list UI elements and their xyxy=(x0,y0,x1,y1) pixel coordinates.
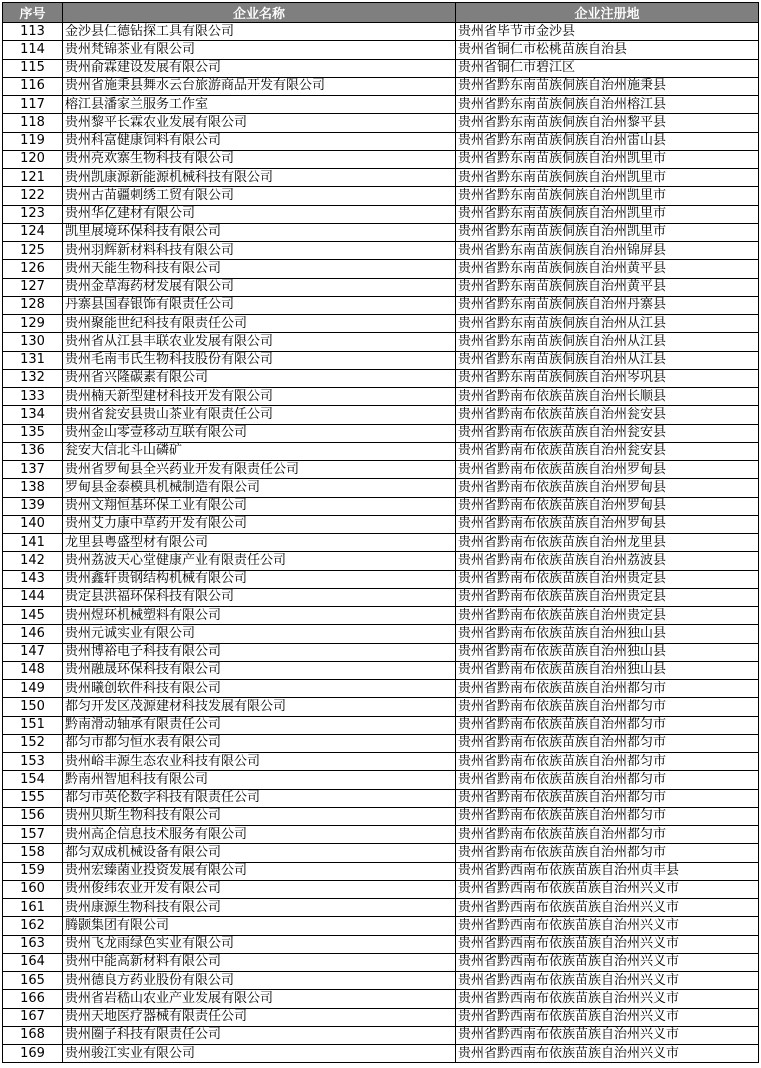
row-index: 148 xyxy=(3,661,63,679)
table-row xyxy=(3,315,759,333)
registered-location: 贵州省黔南布依族苗族自治州都匀市 xyxy=(456,680,759,698)
company-name: 贵州金山零壹移动互联有限公司 xyxy=(63,424,456,442)
company-name: 贵州省岩嵇山农业产业发展有限公司 xyxy=(63,990,456,1008)
table-row xyxy=(3,96,759,114)
registered-location: 贵州省黔南布依族苗族自治州都匀市 xyxy=(456,771,759,789)
row-index: 119 xyxy=(3,132,63,150)
company-name: 贵州骏江实业有限公司 xyxy=(63,1045,456,1063)
company-name: 瓮安大信北斗山磷矿 xyxy=(63,442,456,460)
row-index: 167 xyxy=(3,1008,63,1026)
table-row xyxy=(3,534,759,552)
table-row xyxy=(3,972,759,990)
table-row xyxy=(3,953,759,971)
table-row xyxy=(3,771,759,789)
row-index: 135 xyxy=(3,424,63,442)
registered-location: 贵州省黔西南布依族苗族自治州兴义市 xyxy=(456,953,759,971)
registered-location: 贵州省黔西南布依族苗族自治州兴义市 xyxy=(456,935,759,953)
table-row xyxy=(3,753,759,771)
registered-location: 贵州省黔西南布依族苗族自治州兴义市 xyxy=(456,880,759,898)
registered-location: 贵州省黔东南苗族侗族自治州黄平县 xyxy=(456,260,759,278)
row-index: 164 xyxy=(3,953,63,971)
table-row xyxy=(3,406,759,424)
registered-location: 贵州省铜仁市碧江区 xyxy=(456,59,759,77)
company-name: 贵州峪丰源生态农业科技有限公司 xyxy=(63,753,456,771)
row-index: 144 xyxy=(3,588,63,606)
company-name: 贵州省施秉县舞水云台旅游商品开发有限公司 xyxy=(63,77,456,95)
company-name: 贵州天地医疗器械有限责任公司 xyxy=(63,1008,456,1026)
registered-location: 贵州省黔南布依族苗族自治州贵定县 xyxy=(456,607,759,625)
registered-location: 贵州省黔南布依族苗族自治州都匀市 xyxy=(456,734,759,752)
company-name: 贵州文翔恒基环保工业有限公司 xyxy=(63,497,456,515)
company-name: 贵州贝斯生物科技有限公司 xyxy=(63,807,456,825)
registered-location: 贵州省黔东南苗族侗族自治州凯里市 xyxy=(456,223,759,241)
table-row xyxy=(3,369,759,387)
row-index: 150 xyxy=(3,698,63,716)
row-index: 139 xyxy=(3,497,63,515)
registered-location: 贵州省黔东南苗族侗族自治州从江县 xyxy=(456,351,759,369)
company-name: 贵州古苗疆刺绣工贸有限公司 xyxy=(63,187,456,205)
registered-location: 贵州省黔南布依族苗族自治州罗甸县 xyxy=(456,515,759,533)
table-row xyxy=(3,223,759,241)
company-name: 腾颢集团有限公司 xyxy=(63,917,456,935)
row-index: 153 xyxy=(3,753,63,771)
company-name: 榕江县潘家兰服务工作室 xyxy=(63,96,456,114)
registered-location: 贵州省黔东南苗族侗族自治州施秉县 xyxy=(456,77,759,95)
row-index: 116 xyxy=(3,77,63,95)
table-row xyxy=(3,570,759,588)
company-name: 贵州科富健康饲料有限公司 xyxy=(63,132,456,150)
company-name: 罗甸县金泰模具机械制造有限公司 xyxy=(63,479,456,497)
table-row xyxy=(3,205,759,223)
row-index: 128 xyxy=(3,296,63,314)
row-index: 123 xyxy=(3,205,63,223)
registered-location: 贵州省黔西南布依族苗族自治州兴义市 xyxy=(456,990,759,1008)
table-row xyxy=(3,187,759,205)
company-name: 贵州曦创软件科技有限公司 xyxy=(63,680,456,698)
row-index: 115 xyxy=(3,59,63,77)
company-name: 都匀双成机械设备有限公司 xyxy=(63,844,456,862)
company-name: 金沙县仁德钻探工具有限公司 xyxy=(63,23,456,41)
registered-location: 贵州省黔东南苗族侗族自治州岑巩县 xyxy=(456,369,759,387)
row-index: 154 xyxy=(3,771,63,789)
table-row xyxy=(3,899,759,917)
registered-location: 贵州省黔南布依族苗族自治州独山县 xyxy=(456,625,759,643)
table-row xyxy=(3,716,759,734)
table-body xyxy=(3,23,759,1063)
row-index: 152 xyxy=(3,734,63,752)
row-index: 169 xyxy=(3,1045,63,1063)
row-index: 125 xyxy=(3,242,63,260)
company-name: 贵定县洪福环保科技有限公司 xyxy=(63,588,456,606)
table-row xyxy=(3,351,759,369)
company-name: 贵州高企信息技术服务有限公司 xyxy=(63,826,456,844)
row-index: 118 xyxy=(3,114,63,132)
row-index: 130 xyxy=(3,333,63,351)
company-name: 黔南州智旭科技有限公司 xyxy=(63,771,456,789)
registered-location: 贵州省黔南布依族苗族自治州贵定县 xyxy=(456,588,759,606)
company-name: 贵州金草海药材发展有限公司 xyxy=(63,278,456,296)
company-name: 贵州省瓮安县贵山茶业有限责任公司 xyxy=(63,406,456,424)
registered-location: 贵州省黔东南苗族侗族自治州从江县 xyxy=(456,315,759,333)
row-index: 136 xyxy=(3,442,63,460)
registered-location: 贵州省黔西南布依族苗族自治州兴义市 xyxy=(456,899,759,917)
company-name: 都匀市都匀恒水表有限公司 xyxy=(63,734,456,752)
table-row xyxy=(3,826,759,844)
registered-location: 贵州省黔南布依族苗族自治州都匀市 xyxy=(456,826,759,844)
registered-location: 贵州省黔东南苗族侗族自治州黄平县 xyxy=(456,278,759,296)
row-index: 141 xyxy=(3,534,63,552)
table-row xyxy=(3,442,759,460)
table-row xyxy=(3,169,759,187)
table-row xyxy=(3,607,759,625)
table-row xyxy=(3,643,759,661)
table-row xyxy=(3,59,759,77)
company-name: 龙里县粤盛型材有限公司 xyxy=(63,534,456,552)
row-index: 145 xyxy=(3,607,63,625)
registered-location: 贵州省黔东南苗族侗族自治州榕江县 xyxy=(456,96,759,114)
registered-location: 贵州省黔东南苗族侗族自治州凯里市 xyxy=(456,187,759,205)
row-index: 117 xyxy=(3,96,63,114)
company-name: 贵州博裕电子科技有限公司 xyxy=(63,643,456,661)
row-index: 133 xyxy=(3,388,63,406)
company-name: 贵州宏臻菌业投资发展有限公司 xyxy=(63,862,456,880)
company-name: 贵州融晟环保科技有限公司 xyxy=(63,661,456,679)
company-name: 贵州飞龙雨绿色实业有限公司 xyxy=(63,935,456,953)
registered-location: 贵州省黔南布依族苗族自治州独山县 xyxy=(456,643,759,661)
registered-location: 贵州省黔西南布依族苗族自治州兴义市 xyxy=(456,1026,759,1044)
row-index: 140 xyxy=(3,515,63,533)
company-name: 贵州天能生物科技有限公司 xyxy=(63,260,456,278)
registered-location: 贵州省黔南布依族苗族自治州贵定县 xyxy=(456,570,759,588)
registered-location: 贵州省黔南布依族苗族自治州长顺县 xyxy=(456,388,759,406)
table-row xyxy=(3,844,759,862)
company-name: 都匀市英伦数字科技有限责任公司 xyxy=(63,789,456,807)
registered-location: 贵州省黔东南苗族侗族自治州雷山县 xyxy=(456,132,759,150)
table-row xyxy=(3,698,759,716)
company-name: 贵州元诚实业有限公司 xyxy=(63,625,456,643)
registered-location: 贵州省黔南布依族苗族自治州罗甸县 xyxy=(456,479,759,497)
company-name: 贵州煜环机械塑料有限公司 xyxy=(63,607,456,625)
company-name: 贵州艾力康中草药开发有限公司 xyxy=(63,515,456,533)
row-index: 134 xyxy=(3,406,63,424)
header-row xyxy=(3,3,759,23)
company-name: 贵州亮欢寨生物科技有限公司 xyxy=(63,150,456,168)
row-index: 168 xyxy=(3,1026,63,1044)
table-row xyxy=(3,461,759,479)
registered-location: 贵州省黔东南苗族侗族自治州锦屏县 xyxy=(456,242,759,260)
enterprise-table xyxy=(2,2,759,1063)
company-name: 凯里展境环保科技有限公司 xyxy=(63,223,456,241)
company-name: 贵州俊纬农业开发有限公司 xyxy=(63,880,456,898)
row-index: 120 xyxy=(3,150,63,168)
table-row xyxy=(3,77,759,95)
table-row xyxy=(3,424,759,442)
row-index: 122 xyxy=(3,187,63,205)
table-row xyxy=(3,242,759,260)
company-name: 贵州省兴隆碳素有限公司 xyxy=(63,369,456,387)
table-row xyxy=(3,333,759,351)
table-row xyxy=(3,388,759,406)
table-row xyxy=(3,23,759,41)
row-index: 159 xyxy=(3,862,63,880)
table-row xyxy=(3,1026,759,1044)
registered-location: 贵州省黔南布依族苗族自治州都匀市 xyxy=(456,789,759,807)
table-header xyxy=(3,3,759,23)
company-name: 贵州圈子科技有限责任公司 xyxy=(63,1026,456,1044)
registered-location: 贵州省黔东南苗族侗族自治州从江县 xyxy=(456,333,759,351)
table-row xyxy=(3,990,759,1008)
table-row xyxy=(3,552,759,570)
header-registered-location: 企业注册地 xyxy=(456,3,759,23)
header-index: 序号 xyxy=(3,3,63,23)
table-row xyxy=(3,1008,759,1026)
row-index: 127 xyxy=(3,278,63,296)
row-index: 131 xyxy=(3,351,63,369)
company-name: 贵州康源生物科技有限公司 xyxy=(63,899,456,917)
registered-location: 贵州省黔西南布依族苗族自治州兴义市 xyxy=(456,972,759,990)
table-row xyxy=(3,150,759,168)
row-index: 113 xyxy=(3,23,63,41)
row-index: 129 xyxy=(3,315,63,333)
company-name: 贵州德良方药业股份有限公司 xyxy=(63,972,456,990)
company-name: 贵州俞霖建设发展有限公司 xyxy=(63,59,456,77)
table-row xyxy=(3,114,759,132)
table-row xyxy=(3,1045,759,1063)
table-row xyxy=(3,935,759,953)
registered-location: 贵州省黔东南苗族侗族自治州丹寨县 xyxy=(456,296,759,314)
row-index: 160 xyxy=(3,880,63,898)
company-name: 贵州黎平长霖农业发展有限公司 xyxy=(63,114,456,132)
row-index: 147 xyxy=(3,643,63,661)
table-row xyxy=(3,917,759,935)
row-index: 146 xyxy=(3,625,63,643)
registered-location: 贵州省黔西南布依族苗族自治州兴义市 xyxy=(456,1008,759,1026)
registered-location: 贵州省黔东南苗族侗族自治州黎平县 xyxy=(456,114,759,132)
row-index: 132 xyxy=(3,369,63,387)
registered-location: 贵州省铜仁市松桃苗族自治县 xyxy=(456,41,759,59)
company-name: 黔南滑动轴承有限责任公司 xyxy=(63,716,456,734)
table-row xyxy=(3,734,759,752)
row-index: 114 xyxy=(3,41,63,59)
registered-location: 贵州省黔南布依族苗族自治州瓮安县 xyxy=(456,406,759,424)
header-company-name: 企业名称 xyxy=(63,3,456,23)
company-name: 贵州羽辉新材料科技有限公司 xyxy=(63,242,456,260)
registered-location: 贵州省黔南布依族苗族自治州龙里县 xyxy=(456,534,759,552)
row-index: 155 xyxy=(3,789,63,807)
table-row xyxy=(3,497,759,515)
registered-location: 贵州省黔南布依族苗族自治州瓮安县 xyxy=(456,442,759,460)
company-name: 丹寨县国春银饰有限责任公司 xyxy=(63,296,456,314)
row-index: 162 xyxy=(3,917,63,935)
table-row xyxy=(3,41,759,59)
company-name: 都匀开发区茂源建材科技发展有限公司 xyxy=(63,698,456,716)
table-row xyxy=(3,807,759,825)
company-name: 贵州聚能世纪科技有限责任公司 xyxy=(63,315,456,333)
registered-location: 贵州省黔南布依族苗族自治州罗甸县 xyxy=(456,497,759,515)
table-row xyxy=(3,296,759,314)
company-name: 贵州省罗甸县全兴药业开发有限责任公司 xyxy=(63,461,456,479)
row-index: 142 xyxy=(3,552,63,570)
table-row xyxy=(3,625,759,643)
row-index: 151 xyxy=(3,716,63,734)
registered-location: 贵州省黔南布依族苗族自治州都匀市 xyxy=(456,716,759,734)
table-row xyxy=(3,862,759,880)
row-index: 161 xyxy=(3,899,63,917)
row-index: 165 xyxy=(3,972,63,990)
company-name: 贵州省从江县丰联农业发展有限公司 xyxy=(63,333,456,351)
row-index: 166 xyxy=(3,990,63,1008)
registered-location: 贵州省黔南布依族苗族自治州罗甸县 xyxy=(456,461,759,479)
company-name: 贵州华亿建材有限公司 xyxy=(63,205,456,223)
company-name: 贵州荔波天心堂健康产业有限责任公司 xyxy=(63,552,456,570)
registered-location: 贵州省黔西南布依族苗族自治州兴义市 xyxy=(456,917,759,935)
registered-location: 贵州省黔南布依族苗族自治州瓮安县 xyxy=(456,424,759,442)
table-row xyxy=(3,132,759,150)
row-index: 149 xyxy=(3,680,63,698)
company-name: 贵州鑫轩贵钢结构机械有限公司 xyxy=(63,570,456,588)
company-name: 贵州毛南韦氏生物科技股份有限公司 xyxy=(63,351,456,369)
row-index: 163 xyxy=(3,935,63,953)
company-name: 贵州楠天新型建材科技开发有限公司 xyxy=(63,388,456,406)
row-index: 157 xyxy=(3,826,63,844)
registered-location: 贵州省黔东南苗族侗族自治州凯里市 xyxy=(456,150,759,168)
registered-location: 贵州省黔西南布依族苗族自治州兴义市 xyxy=(456,1045,759,1063)
table-row xyxy=(3,789,759,807)
table-row xyxy=(3,588,759,606)
company-name: 贵州凯康源新能源机械科技有限公司 xyxy=(63,169,456,187)
table-row xyxy=(3,680,759,698)
registered-location: 贵州省黔东南苗族侗族自治州凯里市 xyxy=(456,169,759,187)
table-row xyxy=(3,260,759,278)
company-name: 贵州梵锦茶业有限公司 xyxy=(63,41,456,59)
row-index: 138 xyxy=(3,479,63,497)
registered-location: 贵州省黔南布依族苗族自治州都匀市 xyxy=(456,844,759,862)
table-row xyxy=(3,515,759,533)
table-row xyxy=(3,479,759,497)
registered-location: 贵州省黔东南苗族侗族自治州凯里市 xyxy=(456,205,759,223)
row-index: 137 xyxy=(3,461,63,479)
row-index: 121 xyxy=(3,169,63,187)
table-row xyxy=(3,278,759,296)
registered-location: 贵州省黔西南布依族苗族自治州贞丰县 xyxy=(456,862,759,880)
row-index: 143 xyxy=(3,570,63,588)
row-index: 126 xyxy=(3,260,63,278)
registered-location: 贵州省黔南布依族苗族自治州荔波县 xyxy=(456,552,759,570)
row-index: 156 xyxy=(3,807,63,825)
row-index: 124 xyxy=(3,223,63,241)
registered-location: 贵州省黔南布依族苗族自治州都匀市 xyxy=(456,698,759,716)
table-row xyxy=(3,880,759,898)
registered-location: 贵州省黔南布依族苗族自治州都匀市 xyxy=(456,753,759,771)
registered-location: 贵州省黔南布依族苗族自治州都匀市 xyxy=(456,807,759,825)
company-name: 贵州中能高新材料有限公司 xyxy=(63,953,456,971)
row-index: 158 xyxy=(3,844,63,862)
registered-location: 贵州省毕节市金沙县 xyxy=(456,23,759,41)
table-row xyxy=(3,661,759,679)
registered-location: 贵州省黔南布依族苗族自治州独山县 xyxy=(456,661,759,679)
